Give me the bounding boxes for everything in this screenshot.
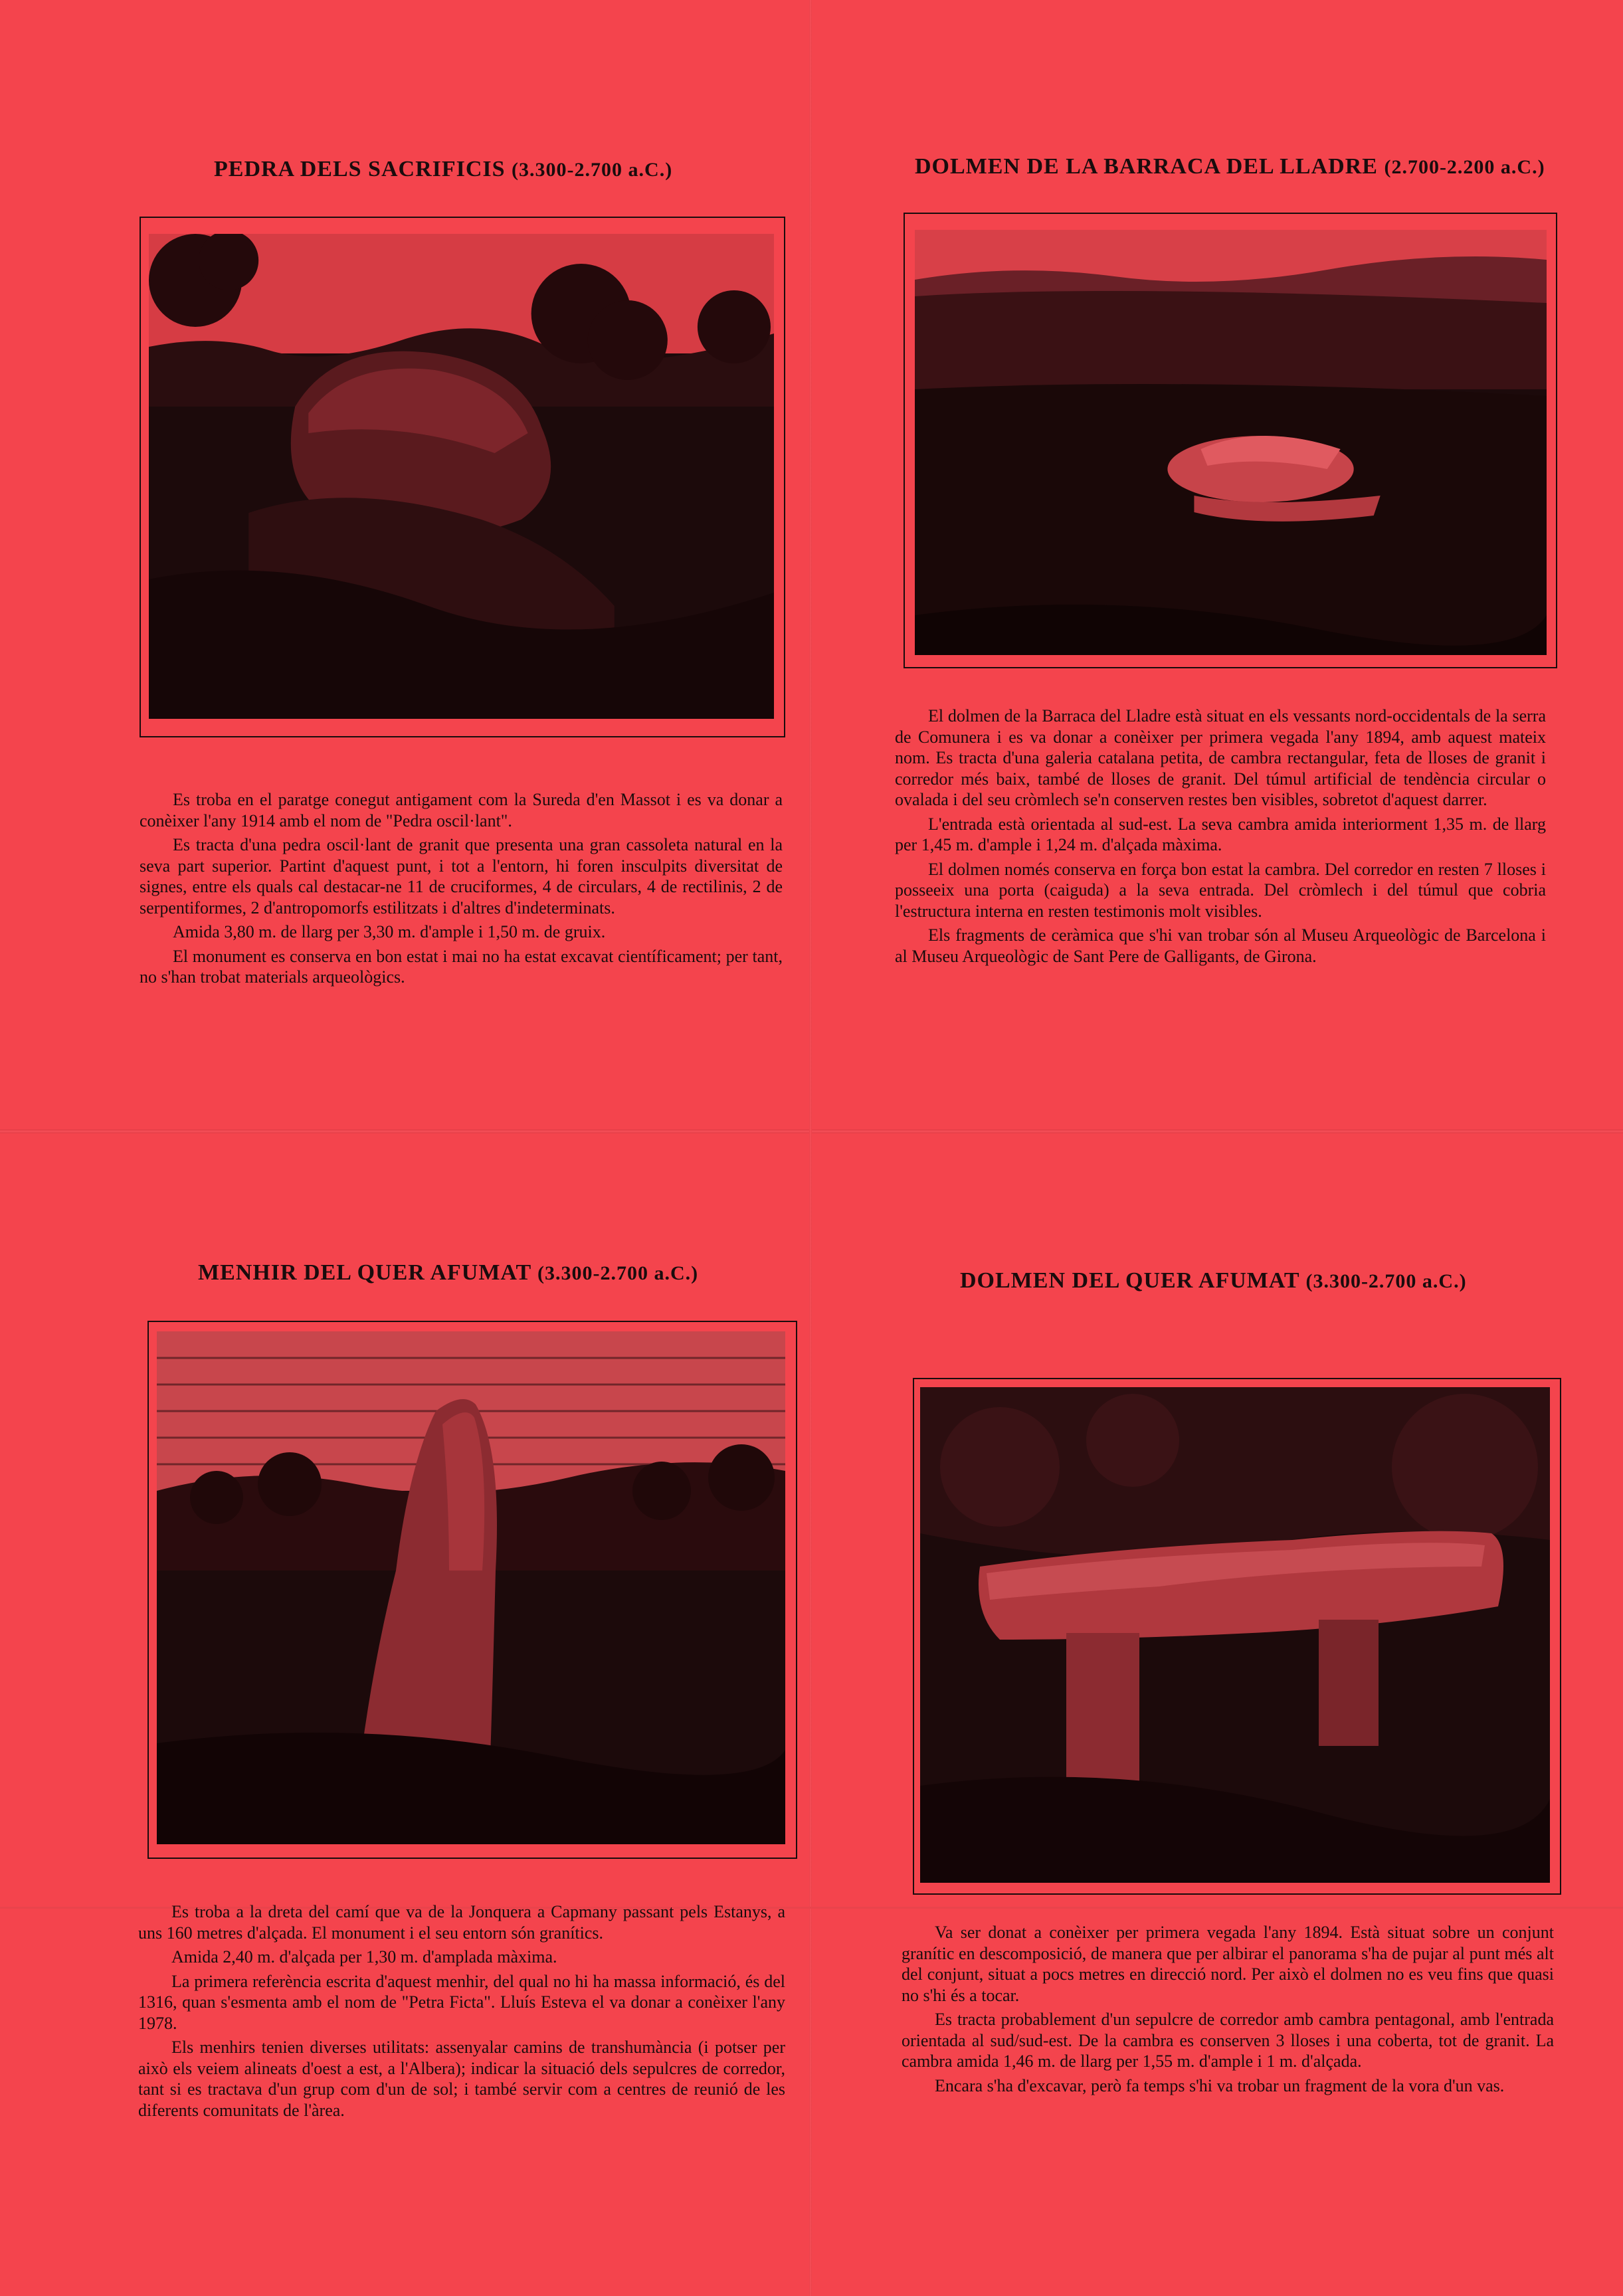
paragraph: Es troba a la dreta del camí que va de la Jonquera a Capmany passant pels Estanys, a uns 160 metres d'alçada. El monument i el seu entorn són granítics. <box>138 1902 785 1943</box>
photo-pedra-dels-sacrificis <box>149 234 774 719</box>
section-text <box>138 1901 785 2124</box>
vertical-fold <box>809 0 812 2296</box>
title-date: (3.300-2.700 a.C.) <box>512 159 673 181</box>
paragraph: L'entrada està orientada al sud-est. La seva cambra amida interiorment 1,35 m. de llarg per 1,45 m. d'ample i 1,24 m. d'alçada màxima. <box>895 814 1546 854</box>
section-title <box>915 154 1545 179</box>
paragraph: El monument es conserva en bon estat i mai no ha estat excavat científicament; per tant, no s'han trobat materials arqueològics. <box>140 946 783 987</box>
title-text: DOLMEN DE LA BARRACA DEL LLADRE <box>915 154 1378 179</box>
section-title <box>214 157 672 182</box>
paragraph: El dolmen només conserva en força bon estat la cambra. Del corredor en resten 7 lloses i posseeix una porta (caiguda) a la seva entrada. Del cròmlech i del túmul que cobria l'estructura interna en resten testimonis molt visibles. <box>895 859 1546 921</box>
paragraph: Es tracta d'una pedra oscil·lant de granit que presenta una gran cassoleta natural en la seva part superior. Partint d'aquest punt, i tot a l'entorn, hi foren insculpits diversitat de signes, entre els quals cal destacar-ne 11 de cruciformes, 4 de circulars, 4 de rectilinis, 2 de serpentiformes, 2 d'antropomorfs estilitzats i d'altres d'indeterminats. <box>140 835 783 917</box>
title-date: (3.300-2.700 a.C.) <box>1305 1270 1467 1292</box>
paragraph: Encara s'ha d'excavar, però fa temps s'hi va trobar un fragment de la vora d'un vas. <box>935 2075 1505 2095</box>
title-date: (2.700-2.200 a.C.) <box>1384 156 1545 178</box>
paragraph: Va ser donat a conèixer per primera vegada l'any 1894. Està situat sobre un conjunt granític en descomposició, de manera que per albirar el panorama s'ha de pujar al punt més alt del conjunt, situat a pocs metres en direcció nord. Per això el dolmen no es veu fins que quasi no s'hi és a tocar. <box>902 1923 1554 2005</box>
boulder-illustration <box>149 234 774 719</box>
paragraph: Es tracta probablement d'un sepulcre de corredor amb cambra pentagonal, amb l'entrada orientada al sud/sud-est. De la cambra es conserven 3 lloses i una coberta, tot de granit. La cambra amida 1,46 m. de llarg per 1,55 m. d'ample i 1 m. d'alçada. <box>902 2010 1554 2071</box>
paragraph: Amida 2,40 m. d'alçada per 1,30 m. d'amplada màxima. <box>171 1947 557 1966</box>
dolmen-landscape-illustration <box>915 230 1547 655</box>
paragraph: La primera referència escrita d'aquest menhir, del qual no hi ha massa informació, és del 1316, quan s'esmenta amb el nom de "Petra Ficta". Lluís Esteva el va donar a conèixer l'any 1978. <box>138 1971 785 2033</box>
section-title <box>960 1268 1467 1293</box>
menhir-illustration <box>157 1331 785 1844</box>
title-text: DOLMEN DEL QUER AFUMAT <box>960 1268 1299 1293</box>
title-text: MENHIR DEL QUER AFUMAT <box>198 1260 531 1285</box>
title-date: (3.300-2.700 a.C.) <box>537 1262 699 1284</box>
section-text <box>902 1922 1554 2099</box>
paragraph: Els menhirs tenien diverses utilitats: assenyalar camins de transhumància (i potser per això els veiem alineats d'oest a est, a l'Albera); indicar la situació dels sepulcres de corredor, tant si es tractava d'un grup com d'un de sol; i també servir com a centres de reunió de les diferents comunitats de l'àrea. <box>138 2038 785 2120</box>
title-text: PEDRA DELS SACRIFICIS <box>214 157 506 181</box>
dolmen-capstone-illustration <box>920 1387 1550 1883</box>
paragraph: Es troba en el paratge conegut antigament com la Sureda d'en Massot i es va donar a conèixer l'any 1914 amb el nom de "Pedra oscil·lant". <box>140 790 783 830</box>
photo-menhir-del-quer-afumat <box>157 1331 785 1844</box>
section-text <box>140 789 783 991</box>
photo-dolmen-del-quer-afumat <box>920 1387 1550 1883</box>
section-text <box>895 706 1546 970</box>
section-title <box>198 1260 698 1286</box>
paragraph: El dolmen de la Barraca del Lladre està situat en els vessants nord-occidentals de la serra de Comunera i es va donar a conèixer per primera vegada l'any 1894, amb aquest mateix nom. Es tracta d'una galeria catalana petita, de cambra rectangular, feta de lloses de granit i corredor més baix, també de lloses de granit. Del túmul artificial de tendència circular o ovalada i del seu cròmlech se'n conserven restes ben visibles, sobretot d'aquest darrer. <box>895 706 1546 809</box>
paragraph: Amida 3,80 m. de llarg per 3,30 m. d'ample i 1,50 m. de gruix. <box>173 922 606 941</box>
photo-dolmen-barraca-del-lladre <box>915 230 1547 655</box>
paragraph: Els fragments de ceràmica que s'hi van trobar són al Museu Arqueològic de Barcelona i al Museu Arqueològic de Sant Pere de Galligants, de Girona. <box>895 925 1546 966</box>
